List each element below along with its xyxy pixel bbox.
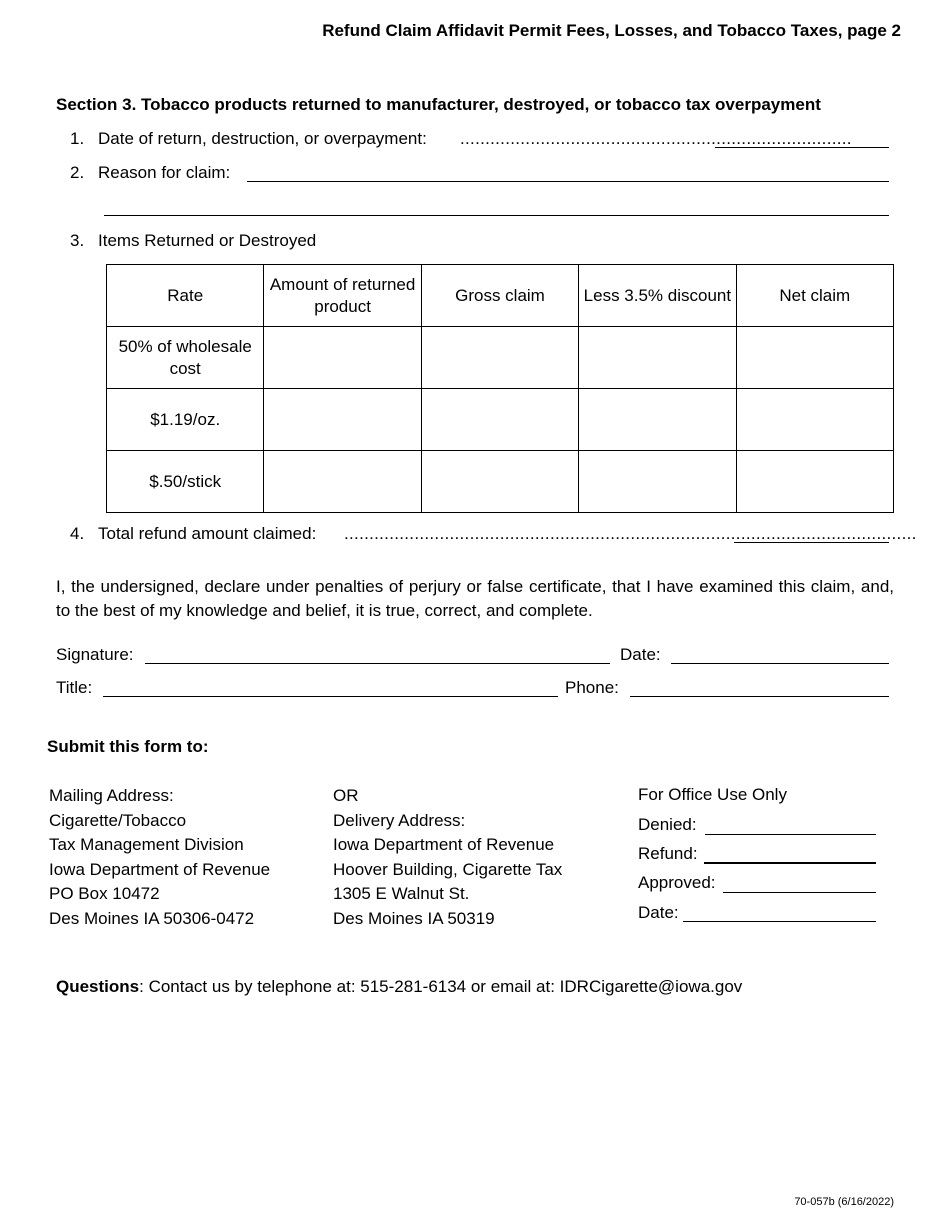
approved-label: Approved: [638, 873, 716, 892]
office-use-title: For Office Use Only [638, 785, 787, 804]
office-date-label: Date: [638, 903, 679, 922]
header-amount: Amount of returned product [264, 265, 421, 327]
dot-leader: .................................................................................................................. [344, 524, 917, 543]
table-row [107, 451, 894, 513]
header-net-claim: Net claim [736, 265, 893, 327]
title-field[interactable] [103, 696, 558, 697]
header-discount: Less 3.5% discount [579, 265, 736, 327]
items-table [106, 264, 894, 513]
reason-field-line-2[interactable] [104, 215, 889, 216]
header-rate: Rate [107, 265, 264, 327]
denied-label: Denied: [638, 815, 697, 834]
delivery-line: 1305 E Walnut St. [333, 884, 470, 903]
office-date-field[interactable] [683, 921, 876, 922]
page-title: Refund Claim Affidavit Permit Fees, Losses, and Tobacco Taxes, page 2 [322, 21, 901, 40]
item-label: Total refund amount claimed: [98, 524, 317, 543]
delivery-line: OR [333, 786, 359, 805]
phone-field[interactable] [630, 696, 889, 697]
mailing-line: PO Box 10472 [49, 884, 160, 903]
mailing-line: Cigarette/Tobacco [49, 810, 187, 830]
denied-field[interactable] [705, 834, 876, 835]
header-gross-claim: Gross claim [421, 265, 578, 327]
amount-cell[interactable] [264, 389, 421, 451]
amount-cell[interactable] [264, 327, 421, 389]
rate-cell: 50% of wholesale cost [107, 327, 264, 389]
item-label: Date of return, destruction, or overpayment: [98, 129, 427, 148]
net-claim-cell[interactable] [736, 327, 893, 389]
total-refund-field[interactable] [734, 542, 889, 543]
amount-cell[interactable] [264, 451, 421, 513]
section-title: Section 3. Tobacco products returned to manufacturer, destroyed, or tobacco tax overpayment [56, 95, 821, 114]
discount-cell[interactable] [579, 327, 736, 389]
item-items-returned [70, 231, 316, 251]
date-field[interactable] [671, 663, 889, 664]
dot-leader: .............................................................................. [460, 129, 852, 148]
questions-text: : Contact us by telephone at: 515-281-6134 or email at: IDRCigarette@iowa.gov [139, 977, 743, 996]
mailing-line: Iowa Department of Revenue [49, 859, 271, 879]
delivery-line: Delivery Address: [333, 810, 466, 830]
discount-cell[interactable] [579, 451, 736, 513]
rate-cell: $1.19/oz. [107, 389, 264, 451]
gross-claim-cell[interactable] [421, 327, 578, 389]
gross-claim-cell[interactable] [421, 451, 578, 513]
mailing-line: Mailing Address: [49, 786, 174, 805]
table-row [107, 327, 894, 389]
title-label: Title: [56, 678, 93, 697]
delivery-line: Iowa Department of Revenue [333, 835, 555, 854]
discount-cell[interactable] [579, 389, 736, 451]
gross-claim-cell[interactable] [421, 389, 578, 451]
form-id: 70-057b (6/16/2022) [794, 1196, 894, 1208]
submit-title: Submit this form to: [47, 737, 209, 756]
mailing-line: Des Moines IA 50306-0472 [49, 908, 255, 928]
reason-field[interactable] [247, 181, 889, 182]
delivery-line: Hoover Building, Cigarette Tax [333, 859, 563, 879]
item-reason [70, 163, 230, 183]
signature-field[interactable] [145, 663, 610, 664]
mailing-address [49, 784, 270, 931]
item-date-of-return [70, 129, 427, 149]
refund-field[interactable] [704, 862, 876, 864]
declaration-text: I, the undersigned, declare under penalties of perjury or false certificate, that I have examined this claim, and, to the best of my knowledge and belief, it is true, correct, and complete. [56, 577, 894, 620]
refund-label: Refund: [638, 844, 698, 863]
item-number: 3. [70, 231, 85, 250]
delivery-line: Des Moines IA 50319 [333, 908, 495, 928]
table-header-row [107, 265, 894, 327]
phone-label: Phone: [565, 678, 619, 697]
item-number: 1. [70, 129, 85, 148]
net-claim-cell[interactable] [736, 389, 893, 451]
item-label: Reason for claim: [98, 163, 231, 182]
item-label: Items Returned or Destroyed [98, 231, 317, 250]
date-label: Date: [620, 645, 661, 664]
item-total-refund [70, 524, 316, 544]
item-number: 2. [70, 163, 85, 182]
questions-label: Questions [56, 977, 140, 996]
delivery-address [333, 784, 562, 931]
item-number: 4. [70, 524, 85, 543]
questions-line [56, 977, 742, 997]
date-of-return-field[interactable] [715, 147, 889, 148]
approved-field[interactable] [723, 892, 876, 893]
mailing-line: Tax Management Division [49, 835, 244, 854]
net-claim-cell[interactable] [736, 451, 893, 513]
rate-cell: $.50/stick [107, 451, 264, 513]
table-row [107, 389, 894, 451]
signature-label: Signature: [56, 645, 134, 664]
